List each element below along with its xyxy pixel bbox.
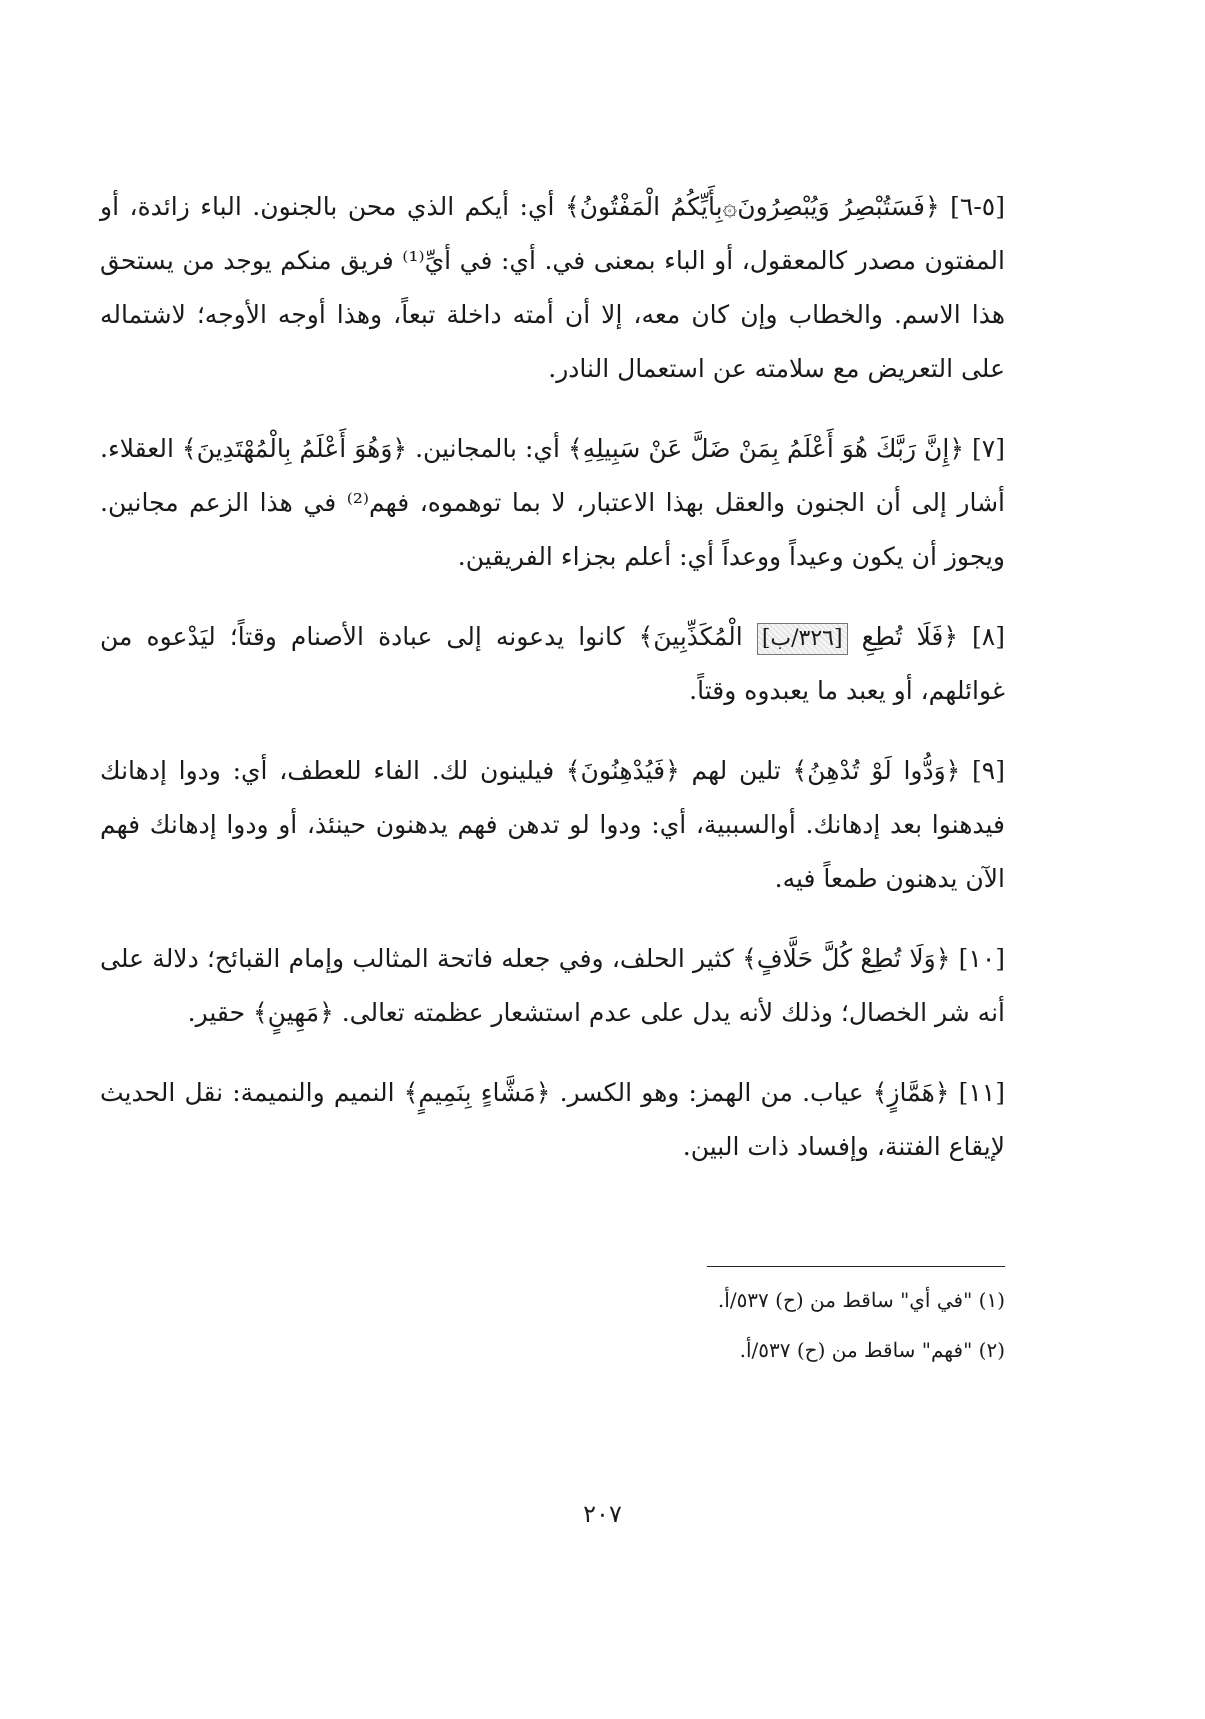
footnote-1: (١) "في أي" ساقط من (ح) ٥٣٧/أ.: [717, 1288, 1005, 1312]
paragraph-10: [١٠] ﴿وَلَا تُطِعْ كُلَّ حَلَّافٍ﴾ كثير الحلف، وفي جعله فاتحة المثالب وإمام القبائح؛ دلالة على أنه شر الخصال؛ وذلك لأنه يدل على عدم استشعار عظمته تعالى. ﴿مَهِينٍ﴾ حقير.: [100, 944, 1006, 1027]
paragraph-5-6: [٥-٦] ﴿فَسَتُبْصِرُ وَيُبْصِرُونَ۞بِأَيِّكُمُ الْمَفْتُونُ﴾ أي: أيكم الذي محن بالجنون. الباء زائدة، أو المفتون مصدر كالمعقول، أو الباء بمعنى في. أي: في أيِّ⁽¹⁾ فريق منكم يوجد من يستحق هذا الاسم. والخطاب وإن كان معه، إلا أن أمته داخلة تبعاً، وهذا أوجه الأوجه؛ لاشتماله على التعريض مع سلامته عن استعمال النادر.: [100, 192, 1005, 383]
paragraph-7: [٧] ﴿إِنَّ رَبَّكَ هُوَ أَعْلَمُ بِمَنْ ضَلَّ عَنْ سَبِيلِهِ﴾ أي: بالمجانين. ﴿وَهُوَ أَعْلَمُ بِالْمُهْتَدِينَ﴾ العقلاء. أشار إلى أن الجنون والعقل بهذا الاعتبار، لا بما توهموه، فهم⁽²⁾ في هذا الزعم مجانين. ويجوز أن يكون وعيداً ووعداً أي: أعلم بجزاء الفريقين.: [100, 434, 1005, 571]
footnote-2: (٢) "فهم" ساقط من (ح) ٥٣٧/أ.: [739, 1338, 1005, 1362]
page-number: ٢٠٧: [583, 1500, 622, 1528]
paragraph-9: [٩] ﴿وَدُّوا لَوْ تُدْهِنُ﴾ تلين لهم ﴿فَيُدْهِنُونَ﴾ فيلينون لك. الفاء للعطف، أي: ودوا إدهانك فيدهنوا بعد إدهانك. أوالسببية، أي: ودوا لو تدهن فهم يدهنون حينئذ، أو ودوا إدهانك فهم الآن يدهنون طمعاً فيه.: [100, 756, 1005, 893]
page-body: [100, 180, 1005, 1200]
manuscript-folio-marker: [٣٢٦/ب]: [757, 623, 848, 655]
paragraph-8-rest: الْمُكَذِّبِينَ﴾ كانوا يدعونه إلى عبادة الأصنام وقتاً؛ ليَدْعوه من غوائلهم، أو يعبد ما يعبدوه وقتاً.: [100, 622, 1005, 705]
paragraph-8-start: [٨] ﴿فَلَا تُطِعِ: [861, 622, 1005, 651]
paragraph-8: [100, 610, 1005, 718]
paragraph-11: [١١] ﴿هَمَّازٍ﴾ عياب. من الهمز: وهو الكسر. ﴿مَشَّاءٍ بِنَمِيمٍ﴾ النميم والنميمة: نقل الحديث لإيقاع الفتنة، وإفساد ذات البين.: [100, 1078, 1005, 1161]
footnote-divider: [707, 1266, 1005, 1267]
footnotes: [100, 1280, 1005, 1380]
